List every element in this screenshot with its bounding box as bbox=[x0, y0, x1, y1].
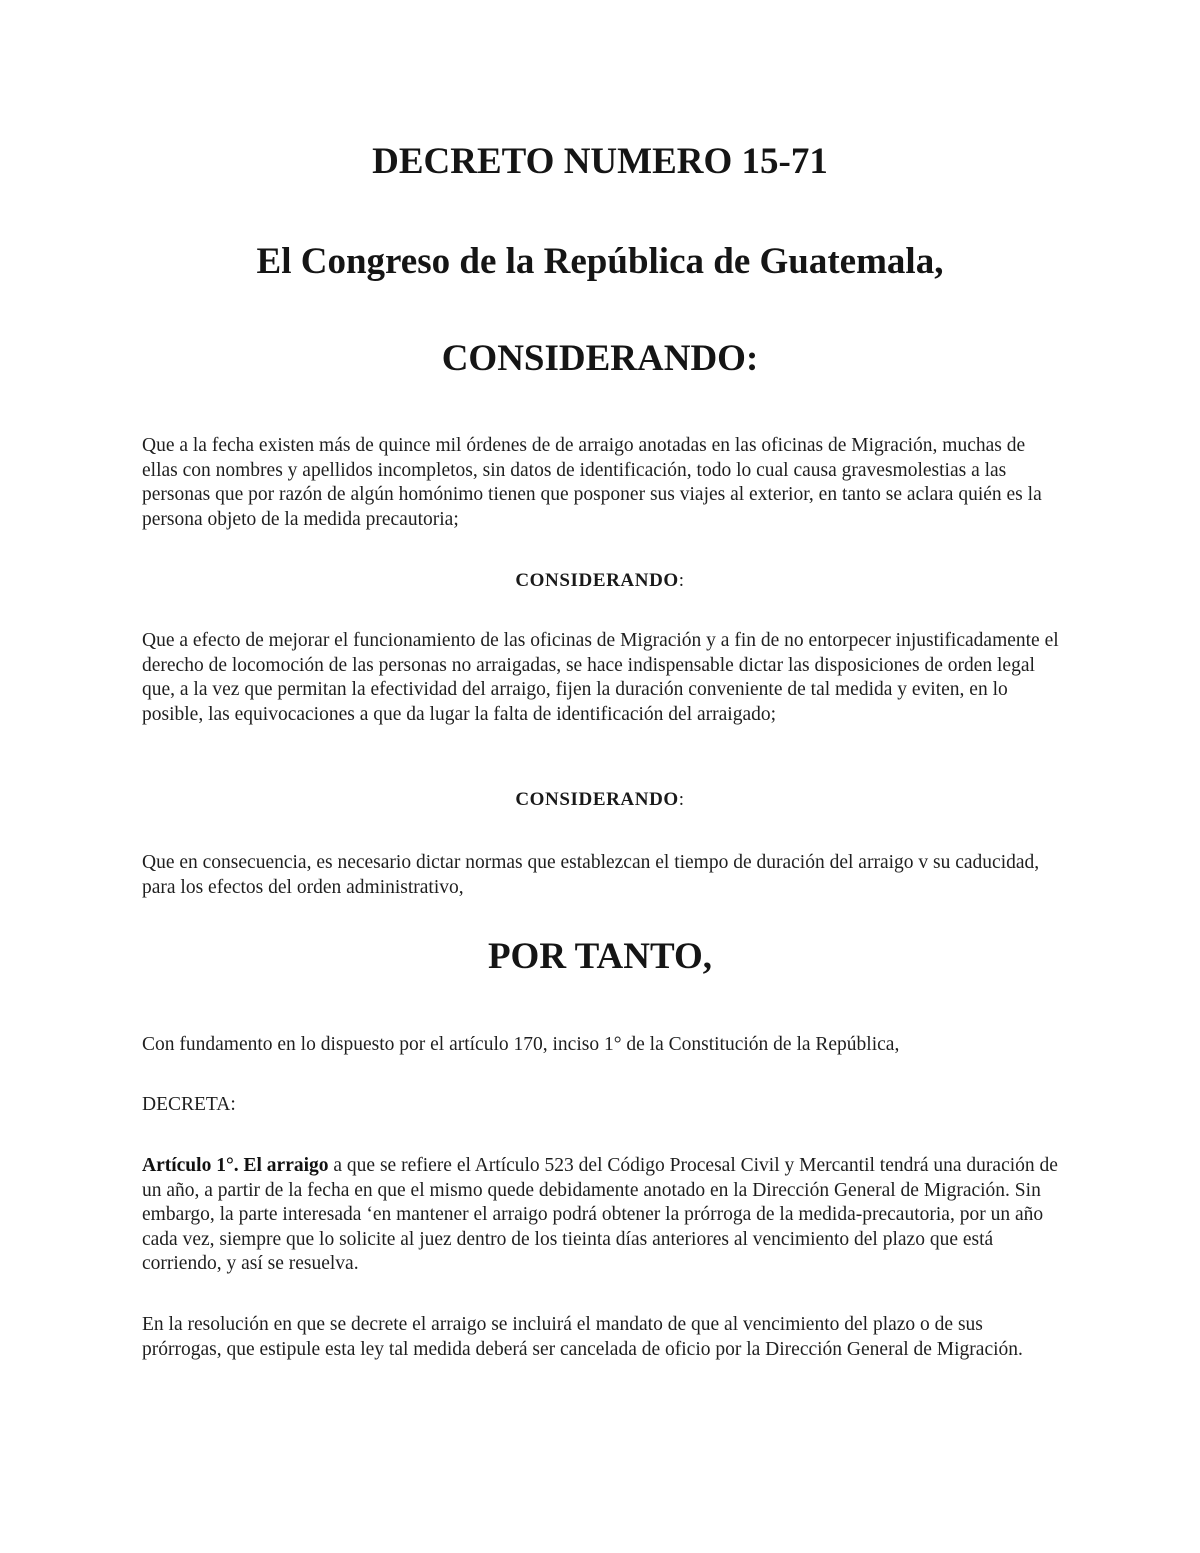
considerando-2-paragraph: Que a efecto de mejorar el funcionamiento de las oficinas de Migración y a fin de no entorpecer injustificadamente el derecho de locomoción de las personas no arraigadas, se hace indispensable dictar las disposiciones de orden legal que, a la vez que permitan la efectividad del arraigo, fijen la duración conveniente de tal medida y eviten, en lo posible, las equivocaciones a que da lugar la falta de identificación del arraigado; bbox=[142, 630, 1059, 725]
considerando-main-heading: CONSIDERANDO: bbox=[441, 338, 759, 379]
considerando-3-paragraph: Que en consecuencia, es necesario dictar normas que establezcan el tiempo de duración del arraigo v su caducidad, para los efectos del orden administrativo, bbox=[142, 852, 1040, 898]
issuer-heading: El Congreso de la República de Guatemala, bbox=[256, 241, 944, 282]
considerando-2-colon: : bbox=[678, 570, 685, 591]
por-tanto-heading: POR TANTO, bbox=[487, 936, 713, 977]
article-1-text: a que se refiere el Artículo 523 del Código Procesal Civil y Mercantil tendrá una duración de un año, a partir de la fecha en que el mismo quede debidamente anotado en la Dirección General de Migración. Sin embargo, la parte interesada ‘en mantener el arraigo podrá obtener la prórroga de la medida-precautoria, por un año cada vez, siempre que lo solicite al juez dentro de los tieinta días anteriores al vencimiento del plazo que está corriendo, y así se resuelva. bbox=[142, 1155, 1058, 1274]
considerando-3-label: CONSIDERANDO bbox=[515, 789, 679, 810]
decreta-label: DECRETA: bbox=[142, 1094, 236, 1115]
considerando-1-paragraph: Que a la fecha existen más de quince mil órdenes de de arraigo anotadas en las oficinas de Migración, muchas de ellas con nombres y apellidos incompletos, sin datos de identificación, todo lo cual causa gravesmolestias a las personas que por razón de algún homónimo tienen que posponer sus viajes al exterior, en tanto se aclara quién es la persona objeto de la medida precautoria; bbox=[142, 435, 1042, 530]
fundamento-paragraph: Con fundamento en lo dispuesto por el artículo 170, inciso 1° de la Constitución de la República, bbox=[142, 1034, 900, 1055]
decree-title: DECRETO NUMERO 15-71 bbox=[372, 141, 828, 182]
article-1-paragraph bbox=[142, 1154, 1060, 1277]
considerando-3-colon: : bbox=[678, 789, 685, 810]
article-1-second-paragraph: En la resolución en que se decrete el arraigo se incluirá el mandato de que al vencimiento del plazo o de sus prórrogas, que estipule esta ley tal medida deberá ser cancelada de oficio por la Dirección General de Migración. bbox=[142, 1314, 1023, 1360]
considerando-2-label: CONSIDERANDO bbox=[515, 570, 679, 591]
considerando-2-heading bbox=[0, 570, 1200, 592]
article-1-label: Artículo 1°. El arraigo bbox=[142, 1155, 329, 1176]
considerando-3-heading bbox=[0, 789, 1200, 811]
